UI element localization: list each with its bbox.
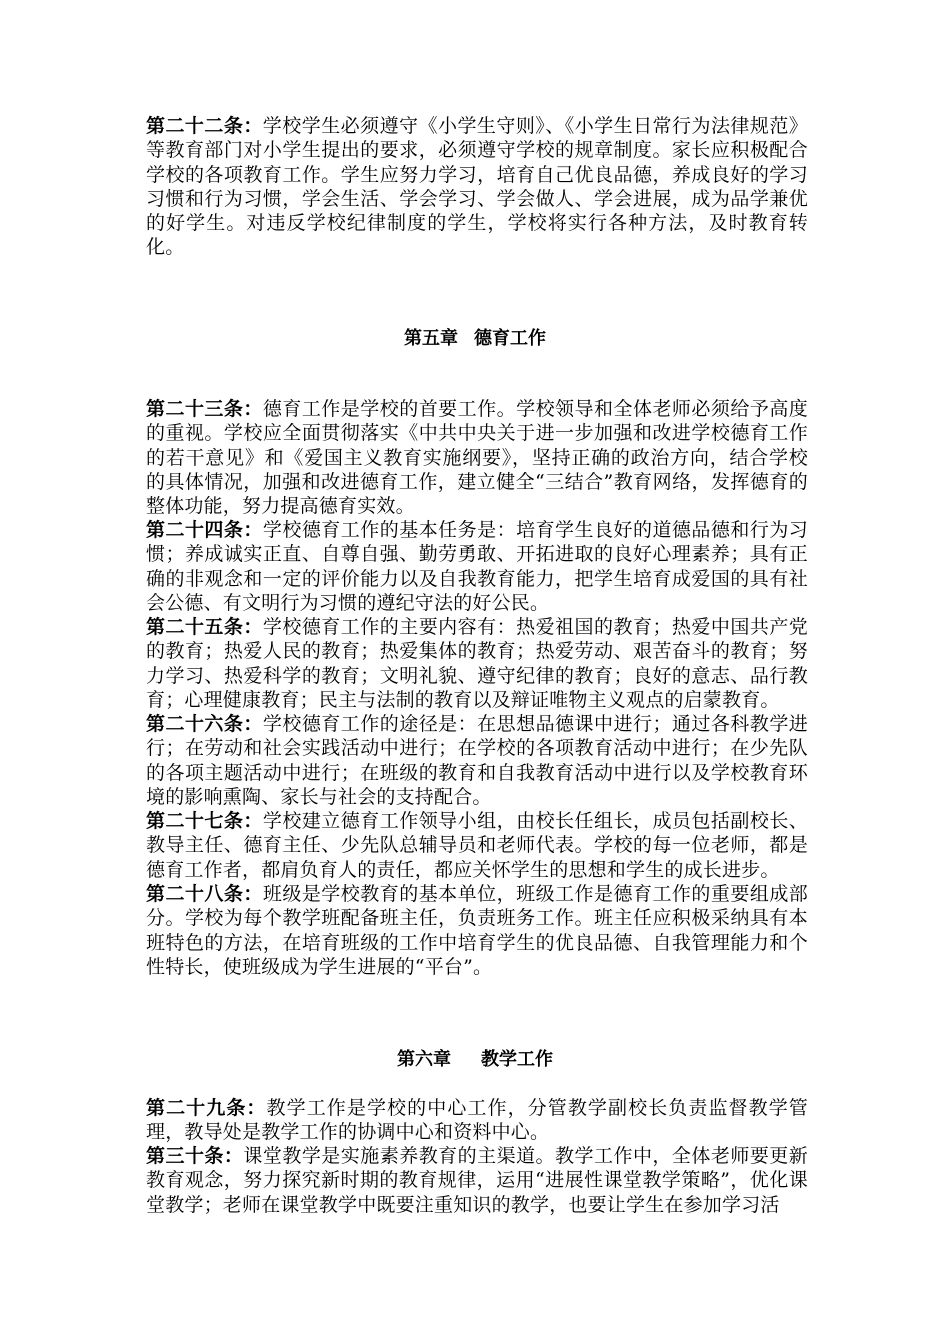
article-label: 第二十八条： [146,883,263,905]
article-label: 第二十三条： [146,398,263,420]
chapter-heading-6 [0,1048,950,1072]
chapter-title: 德育工作 [474,328,546,349]
article-29 [146,1096,808,1145]
article-label: 第三十条： [146,1145,244,1167]
article-text: 学校德育工作的基本任务是：培育学生良好的道德品德和行为习惯；养成诚实正直、自尊自强、勤劳勇敢、开拓进取的良好心理素养；具有正确的非观念和一定的评价能力以及自我教育能力，把学生培育成爱国的具有社会公德、有文明行为习惯的遵纪守法的好公民。 [146,519,808,614]
article-25 [146,615,808,712]
article-text: 德育工作是学校的首要工作。学校领导和全体老师必须给予高度的重视。学校应全面贯彻落实《中共中央关于进一步加强和改进学校德育工作的若干意见》和《爱国主义教育实施纲要》，坚持正确的政治方向，结合学校的具体情况，加强和改进德育工作，建立健全“三结合”教育网络，发挥德育的整体功能，努力提高德育实效。 [146,398,808,518]
article-label: 第二十四条： [146,519,263,541]
article-24 [146,518,808,615]
article-label: 第二十七条： [146,810,263,832]
chapter-number: 第六章 [397,1049,451,1070]
article-text: 教学工作是学校的中心工作，分管教学副校长负责监督教学管理，教导处是教学工作的协调中心和资料中心。 [146,1097,809,1144]
article-label: 第二十六条： [146,713,263,735]
article-text: 学校建立德育工作领导小组，由校长任组长，成员包括副校长、教导主任、德育主任、少先队总辅导员和老师代表。学校的每一位老师，都是德育工作者，都肩负育人的责任，都应关怀学生的思想和学生的成长进步。 [146,810,808,881]
article-label: 第二十二条： [146,115,263,137]
article-label: 第二十九条： [146,1097,267,1119]
article-23 [146,397,808,518]
article-26 [146,712,808,809]
article-text: 学校德育工作的主要内容有：热爱祖国的教育；热爱中国共产党的教育；热爱人民的教育；热爱集体的教育；热爱劳动、艰苦奋斗的教育；努力学习、热爱科学的教育；文明礼貌、遵守纪律的教育；良好的意志、品行教育；心理健康教育；民主与法制的教育以及辩证唯物主义观点的启蒙教育。 [146,616,808,711]
chapter-heading-5 [0,327,950,351]
article-text: 学校德育工作的途径是：在思想品德课中进行；通过各科教学进行；在劳动和社会实践活动中进行；在学校的各项教育活动中进行；在少先队的各项主题活动中进行；在班级的教育和自我教育活动中进行以及学校教育环境的影响熏陶、家长与社会的支持配合。 [146,713,808,808]
article-label: 第二十五条： [146,616,263,638]
article-text: 学校学生必须遵守《小学生守则》、《小学生日常行为法律规范》等教育部门对小学生提出的要求，必须遵守学校的规章制度。家长应积极配合学校的各项教育工作。学生应努力学习，培育自己优良品德，养成良好的学习习惯和行为习惯，学会生活、学会学习、学会做人、学会进展，成为品学兼优的好学生。对违反学校纪律制度的学生，学校将实行各种方法，及时教育转化。 [146,115,808,259]
article-22 [146,114,808,260]
article-text: 班级是学校教育的基本单位，班级工作是德育工作的重要组成部分。学校为每个教学班配备班主任，负责班务工作。班主任应积极采纳具有本班特色的方法，在培育班级的工作中培育学生的优良品德、自我管理能力和个性特长，使班级成为学生进展的“平台”。 [146,883,808,978]
article-30 [146,1144,808,1217]
chapter-title: 教学工作 [481,1049,553,1070]
chapter-number: 第五章 [404,328,458,349]
article-27 [146,809,808,882]
article-text: 课堂教学是实施素养教育的主渠道。教学工作中，全体老师要更新教育观念，努力探究新时期的教育规律，运用“进展性课堂教学策略”，优化课堂教学；老师在课堂教学中既要注重知识的教学，也要让学生在参加学习活 [146,1145,808,1216]
article-28 [146,882,808,979]
